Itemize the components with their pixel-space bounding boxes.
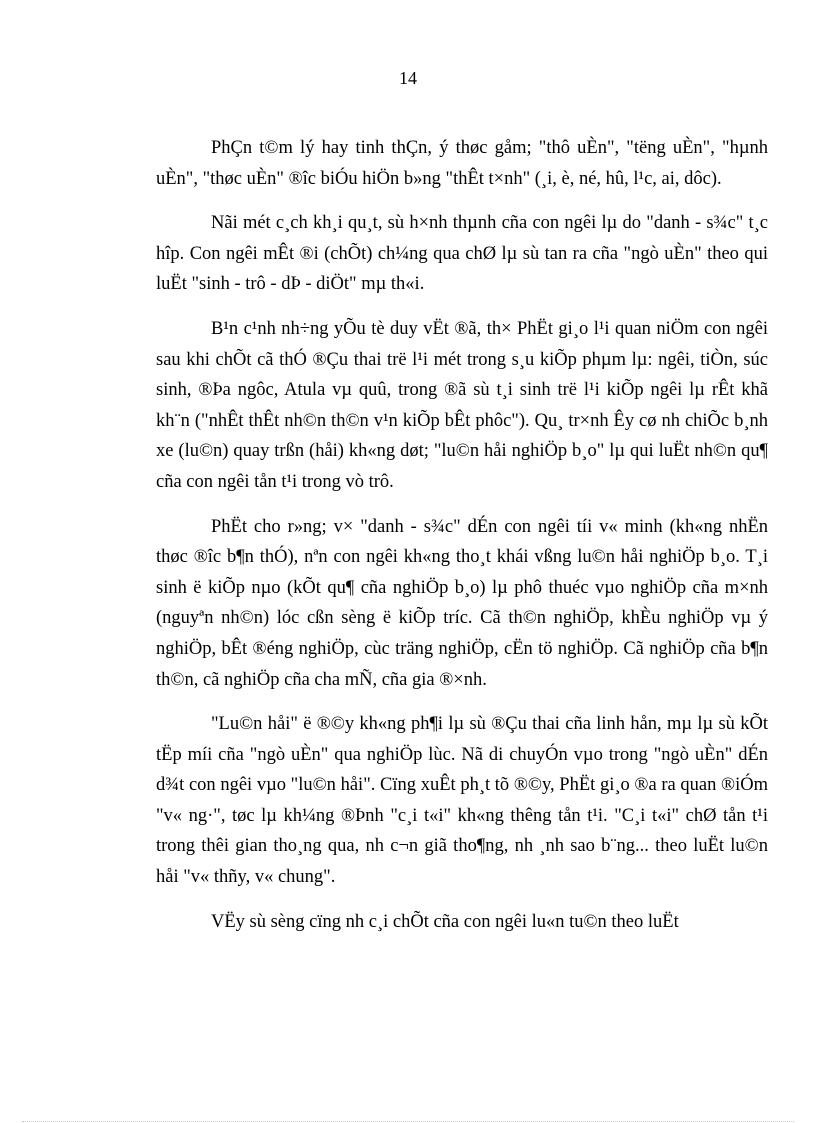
body-text	[156, 133, 768, 937]
paragraph-4: PhËt cho r»ng; v× "danh - s¾c" dÉn con ngêi tíi v« minh (kh«ng nhËn thøc ®îc b¶n thÓ), nªn con ngêi kh«ng tho¸t khái vßng lu©n håi nghiÖp b¸o. T¸i sinh ë kiÕp nµo (kÕt qu¶ cña nghiÖp b¸o) lµ phô thuéc vµo nghiÖp cña m×nh (nguyªn nh©n) lóc cßn sèng ë kiÕp tríc. Cã th©n nghiÖp, khÈu nghiÖp vµ ý nghiÖp, bÊt ®éng nghiÖp, cùc träng nghiÖp, cËn tö nghiÖp. Cã nghiÖp cña b¶n th©n, cã nghiÖp cña cha mÑ, cña gia ®×nh.	[156, 516, 768, 690]
paragraph-5: "Lu©n håi" ë ®©y kh«ng ph¶i lµ sù ®Çu thai cña linh hån, mµ lµ sù kÕt tËp míi cña "ngò uÈn" qua nghiÖp lùc. Nã di chuyÓn vµo trong "ngò uÈn" dÉn d¾t con ngêi vµo "lu©n håi". Cïng xuÊt ph¸t tõ ®©y, PhËt gi¸o ®a ra quan ®iÓm "v« ng·", tøc lµ kh¼ng ®Þnh "c¸i t«i" kh«ng thêng tån t¹i. "C¸i t«i" chØ tån t¹i trong thêi gian tho¸ng qua, nh c¬n giã tho¶ng, nh ¸nh sao b¨ng... theo luËt lu©n håi "v« thñy, v« chung".	[156, 714, 768, 888]
paragraph-2: Nãi mét c¸ch kh¸i qu¸t, sù h×nh thµnh cña con ngêi lµ do "danh - s¾c" t¸c hîp. Con ngêi mÊt ®i (chÕt) ch¼ng qua chØ lµ sù tan ra cña "ngò uÈn" theo qui luËt "sinh - trô - dÞ - diÖt" mµ th«i.	[156, 213, 768, 295]
page-bottom-border	[22, 1121, 794, 1122]
paragraph-6: VËy sù sèng cïng nh c¸i chÕt cña con ngêi lu«n tu©n theo luËt	[211, 911, 679, 932]
paragraph-1: PhÇn t©m lý hay tinh thÇn, ý thøc gåm; "thô uÈn", "tëng uÈn", "hµnh uÈn", "thøc uÈn" ®îc biÓu hiÖn b»ng "thÊt t×nh" (¸i, è, né, hû, l¹c, ai, dôc).	[156, 138, 768, 189]
page-number: 14	[399, 68, 417, 88]
paragraph-3: B¹n c¹nh nh÷ng yÕu tè duy vËt ®ã, th× PhËt gi¸o l¹i quan niÖm con ngêi sau khi chÕt cã thÓ ®Çu thai trë l¹i mét trong s¸u kiÕp phµm lµ: ngêi, tiÒn, súc sinh, ®Þa ngôc, Atula vµ quû, trong ®ã sù t¸i sinh trë l¹i kiÕp ngêi lµ rÊt khã kh¨n ("nhÊt thÊt nh©n th©n v¹n kiÕp bÊt phôc"). Qu¸ tr×nh Êy cø nh chiÕc b¸nh xe (lu©n) quay trßn (håi) kh«ng døt; "lu©n håi nghiÖp b¸o" lµ qui luËt nh©n qu¶ cña con ngêi tån t¹i trong vò trô.	[156, 318, 768, 492]
